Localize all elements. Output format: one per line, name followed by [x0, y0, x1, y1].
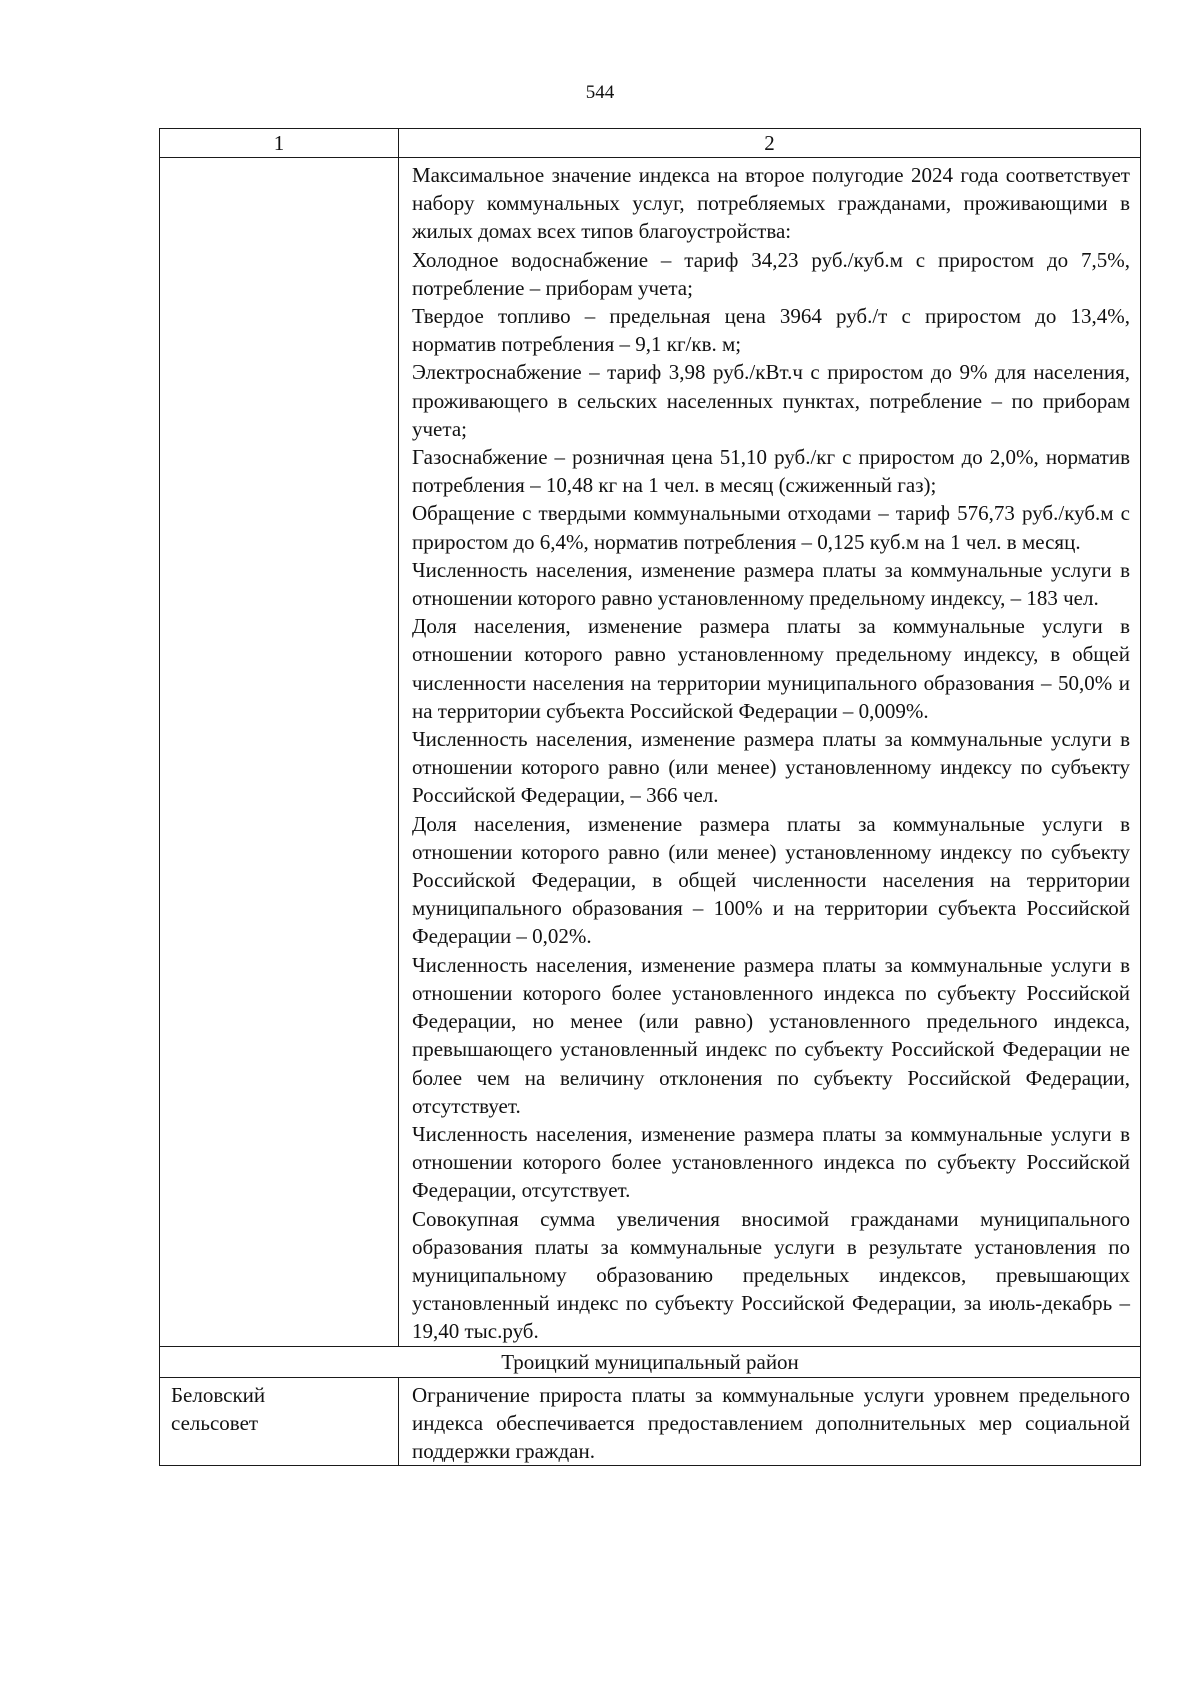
- indicators-cell: [399, 158, 1141, 1347]
- district-title: Троицкий муниципальный район: [160, 1346, 1141, 1377]
- paragraph-gas: Газоснабжение – розничная цена 51,10 руб./кг с приростом до 2,0%, норматив потребления – 10,48 кг на 1 чел. в месяц (сжиженный газ);: [412, 445, 1130, 498]
- paragraph-cold-water: Холодное водоснабжение – тариф 34,23 руб./куб.м с приростом до 7,5%, потребление – приборам учета;: [412, 247, 1130, 300]
- paragraph-population-above-index: Численность населения, изменение размера платы за коммунальные услуги в отношении которого более установленного индекса по субъекту Российской Федерации, отсутствует.: [412, 1121, 1130, 1203]
- paragraph-total-increase: Совокупная сумма увеличения вносимой гражданами муниципального образования платы за коммунальные услуги в результате установления по муниципальному образованию предельных индексов, превышающих установленный индекс по субъекту Российской Федерации, за июль-декабрь – 19,40 тыс.руб.: [412, 1206, 1130, 1344]
- paragraph-electricity: Электроснабжение – тариф 3,98 руб./кВт.ч с приростом до 9% для населения, проживающего в сельских населенных пунктах, потребление – по приборам учета;: [412, 360, 1130, 441]
- table-row: [160, 158, 1141, 1347]
- column-header-2: 2: [399, 129, 1141, 158]
- paragraph-share-equal-subject: Доля населения, изменение размера платы за коммунальные услуги в отношении которого равно (или менее) установленному индексу по субъекту Российской Федерации, в общей численности населения на территории муниципального образования – 100% и на территории субъекта Российской Федерации – 0,02%.: [412, 811, 1130, 949]
- settlement-name-line2: сельсовет: [171, 1410, 259, 1435]
- paragraph-population-equal-limit: Численность населения, изменение размера платы за коммунальные услуги в отношении которого равно установленному предельному индексу, – 183 чел.: [412, 557, 1130, 611]
- paragraph-max-index: Максимальное значение индекса на второе полугодие 2024 года соответствует набору коммунальных услуг, потребляемых гражданами, проживающими в жилых домах всех типов благоустройства:: [412, 163, 1130, 244]
- column-header-1: 1: [160, 129, 399, 158]
- paragraph-support-measures: Ограничение прироста платы за коммунальные услуги уровнем предельного индекса обеспечивается предоставлением дополнительных мер социальной поддержки граждан.: [412, 1382, 1130, 1463]
- paragraph-solid-fuel: Твердое топливо – предельная цена 3964 руб./т с приростом до 13,4%, норматив потребления – 9,1 кг/кв. м;: [412, 304, 1130, 357]
- empty-settlement-cell: [160, 158, 399, 1347]
- settlement-name-line1: Беловский: [171, 1382, 266, 1407]
- paragraph-share-equal-limit: Доля населения, изменение размера платы за коммунальные услуги в отношении которого равно установленному предельному индексу, в общей численности населения на территории муниципального образования – 50,0% и на территории субъекта Российской Федерации – 0,009%.: [412, 614, 1130, 723]
- paragraph-population-equal-subject: Численность населения, изменение размера платы за коммунальные услуги в отношении которого равно (или менее) установленному индексу по субъекту Российской Федерации, – 366 чел.: [412, 727, 1130, 808]
- document-table: [159, 128, 1141, 1466]
- table-row: [160, 1377, 1141, 1466]
- table-header-row: [160, 129, 1141, 158]
- paragraph-waste: Обращение с твердыми коммунальными отходами – тариф 576,73 руб./куб.м с приростом до 6,4%, норматив потребления – 0,125 куб.м на 1 чел. в месяц.: [412, 501, 1130, 554]
- paragraph-population-above-subject: Численность населения, изменение размера платы за коммунальные услуги в отношении которого более установленного индекса по субъекту Российской Федерации, но менее (или равно) установленного предельного индекса, превышающего установленный индекс по субъекту Российской Федерации не более чем на величину отклонения по субъекту Российской Федерации, отсутствует.: [412, 952, 1130, 1118]
- page-number: 544: [585, 82, 615, 103]
- settlement-measures-cell: [399, 1377, 1141, 1466]
- district-row: [160, 1346, 1141, 1377]
- settlement-name-cell: [160, 1377, 399, 1466]
